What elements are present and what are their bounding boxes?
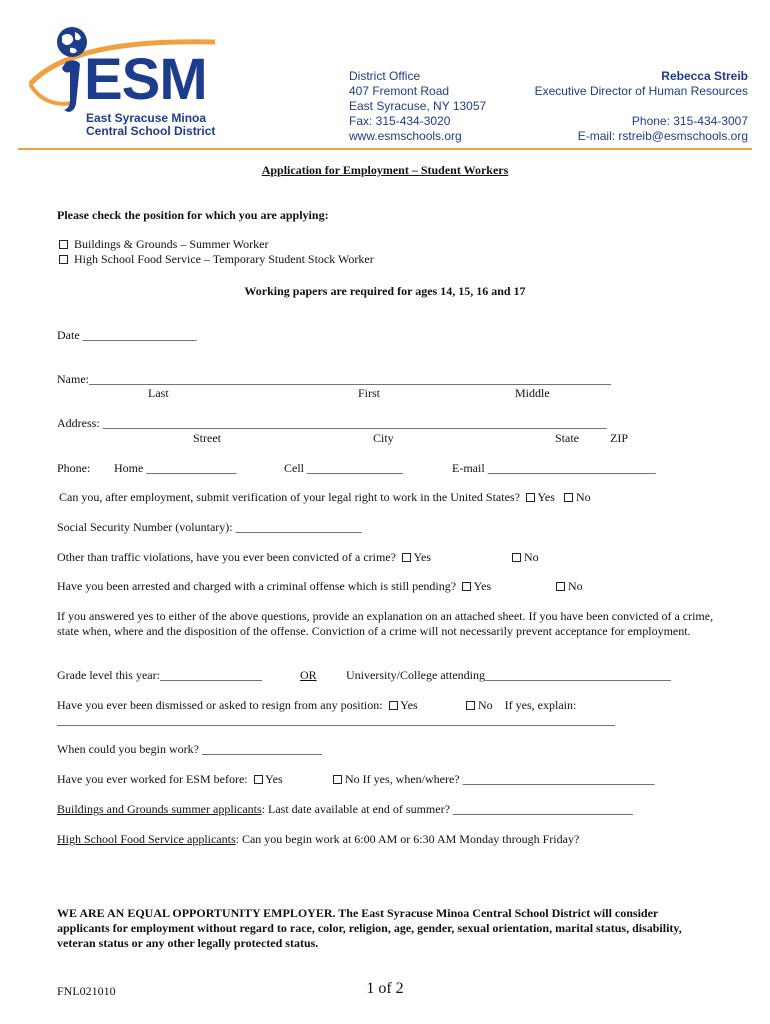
- when-where-field[interactable]: No If yes, when/where? ________________________________: [345, 772, 655, 786]
- legal-right-question: [59, 490, 591, 505]
- legal-no-checkbox[interactable]: [564, 493, 573, 502]
- or-separator: OR: [300, 668, 317, 682]
- arrest-yes-checkbox[interactable]: [462, 582, 471, 591]
- form-title: Application for Employment – Student Workers: [261, 163, 509, 177]
- no-label: No: [478, 698, 493, 712]
- grade-level-field[interactable]: Grade level this year:_________________: [57, 668, 262, 682]
- name-sub-first: First: [358, 386, 381, 400]
- worked-no-checkbox[interactable]: [333, 775, 342, 784]
- contact-phone: Phone: 315-434-3007: [631, 114, 748, 128]
- arrest-no-option: [556, 579, 583, 594]
- eeo-line-1: WE ARE AN EQUAL OPPORTUNITY EMPLOYER. The East Syracuse Minoa Central School District will consider: [57, 906, 659, 920]
- crime-no-checkbox[interactable]: [512, 553, 521, 562]
- name-field[interactable]: Name:_______________________________________________________________________________________: [57, 372, 611, 386]
- if-yes-explain: If yes, explain:: [504, 698, 577, 712]
- question-text: Other than traffic violations, have you ever been convicted of a crime?: [57, 550, 396, 564]
- dismissed-no-checkbox[interactable]: [466, 701, 475, 710]
- no-label: No: [575, 490, 591, 504]
- office-line: Fax: 315-434-3020: [349, 114, 451, 128]
- arrest-no-checkbox[interactable]: [556, 582, 565, 591]
- checkbox[interactable]: [59, 255, 68, 264]
- dismissed-no-option: [466, 698, 576, 713]
- phone-cell-field[interactable]: Cell ________________: [284, 461, 403, 475]
- checkbox[interactable]: [59, 240, 68, 249]
- address-sub-street: Street: [193, 431, 221, 445]
- working-papers-note: Working papers are required for ages 14, 15, 16 and 17: [244, 284, 526, 298]
- district-office: [349, 69, 486, 144]
- date-field[interactable]: Date ___________________: [57, 328, 197, 342]
- yes-label: Yes: [413, 550, 432, 564]
- name-sub-middle: Middle: [515, 386, 550, 400]
- dismissed-question: [57, 698, 418, 713]
- crime-yes-checkbox[interactable]: [402, 553, 411, 562]
- explanation-paragraph: If you answered yes to either of the above questions, provide an explanation on an attached sheet. If you have been convicted of a crime, state when, where and the disposition of the offense. Conviction of a crime will not necessarily prevent acceptance for employment.: [57, 609, 714, 638]
- office-line: District Office: [349, 69, 421, 83]
- question-text: Have you ever been dismissed or asked to resign from any position:: [57, 698, 383, 712]
- contact-name: Rebecca Streib: [661, 69, 748, 83]
- arrest-question: [57, 579, 491, 594]
- worked-no-option: [333, 772, 655, 787]
- food-service-row: [57, 832, 579, 847]
- ssn-field[interactable]: Social Security Number (voluntary): _____________________: [57, 520, 362, 534]
- university-field[interactable]: University/College attending_______________________________: [346, 668, 671, 682]
- office-line: 407 Fremont Road: [349, 84, 450, 98]
- office-link[interactable]: www.esmschools.org: [349, 129, 462, 143]
- phone-label: Phone:: [57, 461, 91, 475]
- buildings-grounds-row: [57, 802, 633, 817]
- crime-question: [57, 550, 431, 565]
- office-line: East Syracuse, NY 13057: [349, 99, 487, 113]
- address-sub-state: State: [555, 431, 579, 445]
- no-label: No: [568, 579, 583, 593]
- phone-home-field[interactable]: Home _______________: [114, 461, 237, 475]
- logo-district-line2: Central School District: [86, 124, 216, 138]
- header-divider: [18, 148, 752, 150]
- hr-contact: [535, 69, 748, 144]
- bg-question-field[interactable]: : Last date available at end of summer? ______________________________: [261, 802, 633, 816]
- name-sub-last: Last: [148, 386, 169, 400]
- eeo-line-3: veteran status or any other legally protected status.: [57, 936, 319, 950]
- yes-label: Yes: [265, 772, 283, 786]
- hs-applicants-label: High School Food Service applicants: [57, 832, 236, 846]
- yes-label: Yes: [473, 579, 492, 593]
- position-option-2[interactable]: [59, 252, 374, 267]
- contact-email[interactable]: E-mail: rstreib@esmschools.org: [577, 129, 748, 143]
- worked-yes-checkbox[interactable]: [254, 775, 263, 784]
- contact-title: Executive Director of Human Resources: [534, 84, 748, 98]
- crime-no-option: [512, 550, 539, 565]
- begin-work-field[interactable]: When could you begin work? ____________________: [57, 742, 322, 756]
- legal-yes-checkbox[interactable]: [526, 493, 535, 502]
- address-sub-zip: ZIP: [610, 431, 628, 445]
- eeo-line-2: applicants for employment without regard to race, color, religion, age, gender, sexual orientation, marital status, disability,: [57, 921, 682, 935]
- explain-line[interactable]: _____________________________________________________________________________________________: [57, 713, 615, 727]
- question-text: Have you ever worked for ESM before:: [57, 772, 248, 786]
- hs-question: : Can you begin work at 6:00 AM or 6:30 AM Monday through Friday?: [235, 832, 580, 846]
- address-field[interactable]: Address: ____________________________________________________________________________________: [57, 416, 607, 430]
- yes-label: Yes: [537, 490, 555, 504]
- no-label: No: [524, 550, 539, 564]
- yes-label: Yes: [400, 698, 418, 712]
- option-label: High School Food Service – Temporary Student Stock Worker: [74, 252, 374, 266]
- question-text: Have you been arrested and charged with a criminal offense which is still pending?: [57, 579, 457, 593]
- address-sub-city: City: [373, 431, 394, 445]
- worked-esm-question: [57, 772, 283, 787]
- option-label: Buildings & Grounds – Summer Worker: [74, 237, 269, 251]
- form-code: FNL021010: [57, 984, 116, 998]
- bg-applicants-label: Buildings and Grounds summer applicants: [57, 802, 262, 816]
- logo-district-line1: East Syracuse Minoa: [86, 111, 207, 125]
- position-option-1[interactable]: [59, 237, 268, 252]
- logo-wordmark: ESM: [84, 47, 207, 112]
- page-number: 1 of 2: [366, 980, 404, 997]
- position-prompt: Please check the position for which you are applying:: [57, 208, 329, 222]
- dismissed-yes-checkbox[interactable]: [389, 701, 398, 710]
- question-text: Can you, after employment, submit verification of your legal right to work in the United States?: [59, 490, 520, 504]
- email-field[interactable]: E-mail ____________________________: [452, 461, 656, 475]
